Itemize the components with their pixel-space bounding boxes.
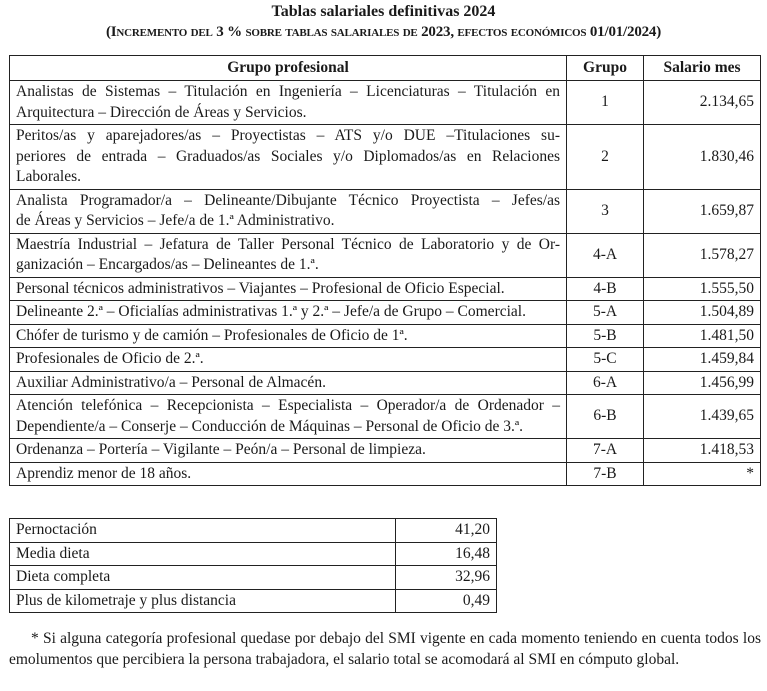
table-row [10,462,761,486]
cell-grupo: 3 [567,189,644,233]
cell-grupo: 5-A [567,301,644,325]
description-line: Analistas de Sistemas – Titulación en Ingeniería – Licenciaturas – Titulación en [16,83,560,100]
document-title: Tablas salariales definitivas 2024 [271,3,496,20]
allowance-value: 32,96 [396,566,497,590]
description-line: Peritos/as y aparejadores/as – Proyectistas – ATS y/o DUE –Titulaciones su- [16,127,560,144]
cell-salario-mes: 1.456,99 [644,371,761,395]
allowance-value: 41,20 [396,519,497,543]
table-row [10,324,761,348]
table-row [10,189,761,233]
salary-table [9,55,761,486]
cell-grupo-profesional [10,81,567,125]
description-line: Personal técnicos administrativos – Viajantes – Profesional de Oficio Especial. [16,279,505,297]
cell-salario-mes: 1.481,50 [644,324,761,348]
cell-grupo: 1 [567,81,644,125]
description-line: periores de entrada – Graduados/as Sociales y/o Diplomados/as en Relaciones [16,147,560,165]
table-row [10,277,761,301]
table-row [10,439,761,463]
cell-grupo-profesional [10,439,567,463]
table-row [10,81,761,125]
allowance-value: 0,49 [396,589,497,613]
document-subtitle: (Incremento del 3 % sobre tablas salariales de 2023, efectos económicos 01/01/2024) [105,24,662,40]
cell-grupo: 4-A [567,233,644,277]
allowance-value: 16,48 [396,542,497,566]
header-grupo-profesional: Grupo profesional [10,56,567,81]
cell-grupo-profesional [10,371,567,395]
cell-grupo-profesional [10,233,567,277]
description-line: Dependiente/a – Conserje – Conducción de Máquinas – Personal de Oficio de 3.ª. [16,417,524,435]
description-line: Ordenanza – Portería – Vigilante – Peón/a – Personal de limpieza. [16,441,426,458]
cell-salario-mes: 1.830,46 [644,125,761,190]
allowance-label: Plus de kilometraje y plus distancia [10,589,396,613]
table-row [10,301,761,325]
cell-grupo-profesional [10,395,567,439]
allowance-row [10,589,497,613]
cell-grupo: 2 [567,125,644,190]
cell-salario-mes: 1.578,27 [644,233,761,277]
table-header-row [10,56,761,81]
table-row [10,233,761,277]
cell-grupo-profesional [10,189,567,233]
allowances-table [9,518,497,613]
cell-salario-mes: 2.134,65 [644,81,761,125]
table-row [10,125,761,190]
description-line: ganización – Encargados/as – Delineantes de 1.ª. [16,256,319,273]
allowance-label: Dieta completa [10,566,396,590]
cell-grupo-profesional [10,324,567,348]
cell-salario-mes: 1.439,65 [644,395,761,439]
allowance-row [10,542,497,566]
header-grupo: Grupo [567,56,644,81]
description-line: Arquitectura – Dirección de Áreas y Servicios. [16,103,307,121]
allowance-label: Media dieta [10,542,396,566]
table-row [10,371,761,395]
cell-grupo: 5-B [567,324,644,348]
cell-salario-mes: 1.555,50 [644,277,761,301]
description-line: Auxiliar Administrativo/a – Personal de Almacén. [16,373,326,391]
table-row [10,348,761,372]
cell-grupo: 7-A [567,439,644,463]
description-line: Chófer de turismo y de camión – Profesionales de Oficio de 1ª. [16,326,408,344]
cell-grupo-profesional [10,125,567,190]
cell-grupo: 5-C [567,348,644,372]
description-line: Profesionales de Oficio de 2.ª. [16,350,204,367]
allowance-row [10,519,497,543]
description-line: Atención telefónica – Recepcionista – Especialista – Operador/a de Ordenador – [16,397,560,414]
description-line: Analista Programador/a – Delineante/Dibujante Técnico Proyectista – Jefes/as [16,191,560,209]
description-line: Aprendiz menor de 18 años. [16,464,192,482]
header-salario-mes: Salario mes [644,56,761,81]
cell-salario-mes: * [644,462,761,486]
cell-grupo: 6-A [567,371,644,395]
description-line: Delineante 2.ª – Oficialías administrativas 1.ª y 2.ª – Jefe/a de Grupo – Comercial. [16,303,526,320]
cell-grupo-profesional [10,277,567,301]
allowance-row [10,566,497,590]
cell-salario-mes: 1.418,53 [644,439,761,463]
cell-grupo-profesional [10,301,567,325]
description-line: Maestría Industrial – Jefatura de Taller Personal Técnico de Laboratorio y de Or- [16,235,560,253]
footnote: * Si alguna categoría profesional quedase por debajo del SMI vigente en cada momento teniendo en cuenta todos los emolumentos que percibiera la persona trabajadora, el salario total se acomodará al SMI en cómputo global. [9,630,761,668]
cell-grupo: 6-B [567,395,644,439]
cell-grupo: 4-B [567,277,644,301]
cell-salario-mes: 1.659,87 [644,189,761,233]
allowance-label: Pernoctación [10,519,396,543]
description-line: de Áreas y Servicios – Jefe/a de 1.ª Administrativo. [16,212,335,229]
cell-salario-mes: 1.459,84 [644,348,761,372]
cell-grupo-profesional [10,462,567,486]
cell-grupo: 7-B [567,462,644,486]
cell-grupo-profesional [10,348,567,372]
table-row [10,395,761,439]
description-line: Laborales. [16,168,81,185]
cell-salario-mes: 1.504,89 [644,301,761,325]
